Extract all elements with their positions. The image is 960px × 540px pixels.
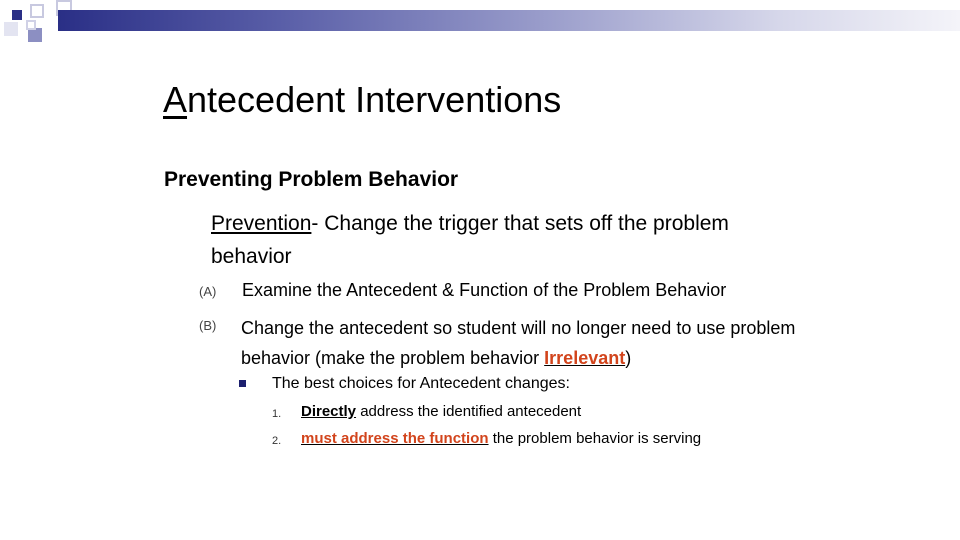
item-a-text: Examine the Antecedent & Function of the Problem Behavior: [242, 280, 727, 300]
item-b-after: ): [625, 348, 632, 368]
header-gradient-bar: [58, 10, 960, 31]
item-b-text: [241, 313, 801, 373]
subitem-2-lead: must address the function: [301, 430, 489, 447]
subitem-1: [301, 403, 581, 420]
subheading: Preventing Problem Behavior: [164, 168, 459, 191]
subitem-1-number: 1.: [272, 408, 282, 420]
deco-square: [26, 20, 36, 30]
title-rest: ntecedent Interventions: [187, 79, 562, 120]
prevention-definition: [211, 207, 771, 273]
item-b-marker: (B): [199, 318, 217, 333]
slide-title: [163, 78, 561, 122]
prevention-text: - Change the trigger that sets off the problem behavior: [211, 212, 729, 268]
subitem-2: [301, 430, 701, 447]
deco-square: [30, 4, 44, 18]
subitem-1-lead: Directly: [301, 403, 357, 420]
deco-square: [28, 28, 42, 42]
subitem-2-number: 2.: [272, 435, 282, 447]
irrelevant-highlight: Irrelevant: [544, 348, 626, 368]
deco-square: [4, 22, 18, 36]
item-a-marker: (A): [199, 284, 217, 299]
bullet-text: The best choices for Antecedent changes:: [272, 375, 570, 392]
square-bullet-icon: [239, 380, 246, 387]
title-first-letter: A: [163, 79, 188, 120]
item-b-before: Change the antecedent so student will no longer need to use problem behavior (make the problem behavior: [241, 318, 796, 368]
prevention-term: Prevention: [211, 212, 312, 235]
subitem-2-rest: the problem behavior is serving: [488, 430, 702, 447]
subitem-1-rest: address the identified antecedent: [356, 403, 582, 420]
deco-square: [12, 10, 22, 20]
